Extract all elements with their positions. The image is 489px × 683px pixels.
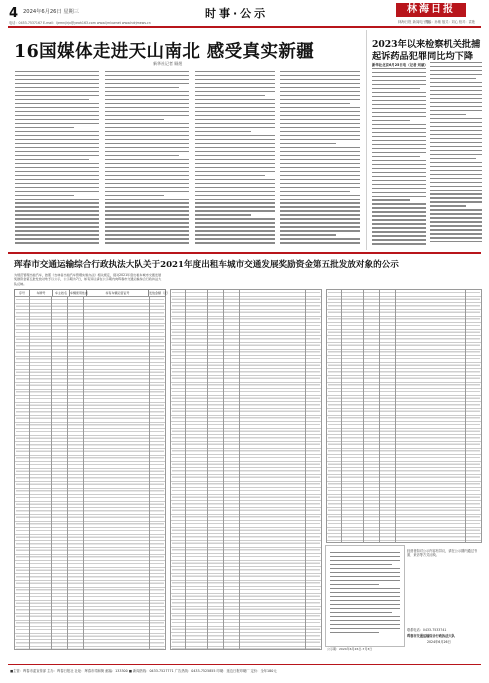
notice-note-box [325, 545, 405, 647]
main-story-column-3 [195, 71, 275, 249]
table-1-col-line [51, 297, 52, 649]
table-3-col-line [341, 290, 342, 542]
notice-subtitle: 为规范管理出租汽车，按照《吉林省出租汽车管理实施办法》相关规定，现对2021年度出租车城市交通发展奖励资金第五批发放对象予以公示，公示期为7日，如有异议请在公示期内向珲春市交通运输综合行政执法大队反映。 [14, 273, 162, 286]
main-byline: 新华社记者 顾煜 [153, 61, 183, 66]
side-headline-line-2: 起诉药品犯罪同比均下降 [372, 51, 474, 62]
header-cell-license: 持有车辆运营证号 [87, 290, 149, 297]
table-1-col-line [149, 297, 150, 649]
header-rule [8, 26, 481, 28]
table-1-col-line [67, 297, 68, 649]
notice-date: 2024年6月26日 [427, 640, 451, 644]
notice-line-1: 经营者如对公示内容有异议，请在公示期内通过书面、来访等方式反映。 [407, 549, 478, 558]
header-cell-usage: 车辆使用性质 [70, 291, 89, 295]
data-table-2 [170, 289, 322, 650]
table-2-rows [172, 290, 320, 649]
data-table-3 [326, 289, 482, 543]
main-story-column-4 [280, 71, 360, 249]
header-cell-index: 序号 [15, 290, 30, 297]
notice-title: 珲春市交通运输综合行政执法大队关于2021年度出租车城市交通发展奖励资金第五批发放对象的公示 [14, 260, 399, 270]
side-story-column-1 [372, 68, 426, 248]
notice-signature-box [407, 545, 481, 645]
header-editor: 责编：孙敏 版式：刘心 校对：袁艳 [425, 20, 475, 24]
table-3-col-line [395, 290, 396, 542]
issue-date: 2024年6月26日 星期三 [23, 9, 79, 15]
table-3-col-line [363, 290, 364, 542]
header-contact: 电话：0453-7537167 E-mail：ljemnjlrjx@yeah163.com www.ljmlxwnet www.hdrjmews.cn [9, 21, 151, 25]
data-table-1 [14, 296, 166, 650]
table-3-rows [328, 290, 480, 542]
notice-period: 公示期：2024年6月26日-7月3日 [327, 647, 373, 651]
table-2-col-line [223, 290, 224, 649]
main-story-column-1 [15, 71, 99, 249]
section-rule [8, 252, 481, 254]
table-1-col-line [83, 297, 84, 649]
table-2-col-line [305, 290, 306, 649]
table-1-rows [16, 297, 164, 649]
masthead [396, 3, 466, 17]
header-cell-amount: 发放金额（元） [149, 291, 171, 295]
side-headline-line-1: 2023年以来检察机关批捕 [372, 39, 481, 50]
table-2-col-line [207, 290, 208, 649]
table-2-col-line [185, 290, 186, 649]
notice-agency: 珲春市交通运输综合行政执法大队 [407, 634, 455, 638]
footer-rule [8, 664, 481, 665]
table-3-col-line [379, 290, 380, 542]
main-headline: 16国媒体走进天山南北 感受真实新疆 [14, 42, 315, 62]
masthead-title: 林海日报 [407, 4, 455, 15]
column-divider [366, 30, 367, 250]
section-title: 时事·公示 [205, 7, 269, 20]
footer-text: ■主管：珲春市委宣传部 主办：珲春日报社 社址：珲春市靖和街 邮编：133300 ■ 新闻热线：0433-7527771 广告热线：0433-7525855 印刷：延边日报印刷厂 定价：全年180元 [10, 669, 277, 673]
header-cell-owner: 车主姓名 [53, 290, 70, 297]
main-story-column-2 [105, 71, 189, 249]
header-cell-plate: 车牌号 [30, 290, 53, 297]
table-3-col-line [465, 290, 466, 542]
side-story-column-2 [430, 62, 482, 248]
side-story-lead: 新华社北京6月25日电（记者 刘硕） [372, 63, 428, 67]
page-number: 4 [9, 6, 19, 21]
table-2-col-line [239, 290, 240, 649]
notice-note-text [330, 552, 400, 636]
notice-contact: 联系电话：0433-7533741 [407, 628, 447, 632]
table-1-col-line [29, 297, 30, 649]
masthead-subtitle: 林海日报 新闻电子版 [398, 20, 430, 24]
